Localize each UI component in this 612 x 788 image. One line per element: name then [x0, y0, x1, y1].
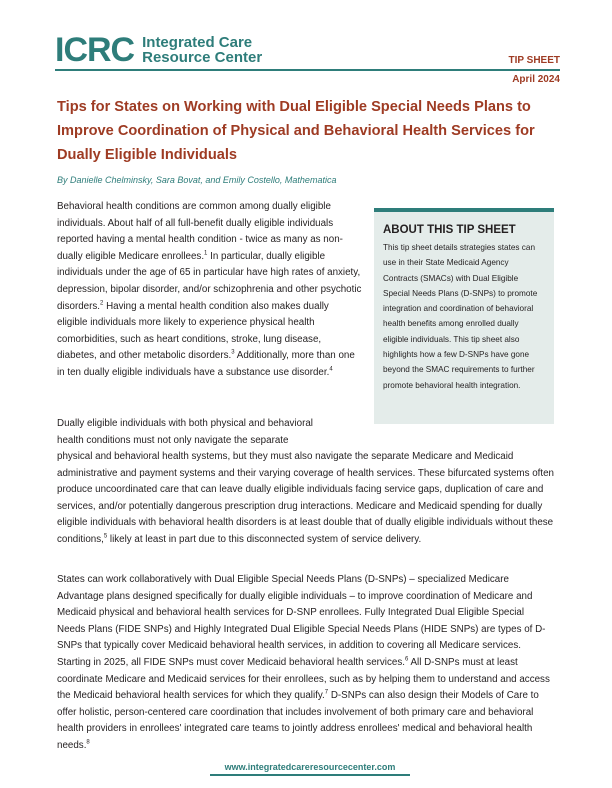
logo-mark: ICRC — [55, 31, 135, 69]
paragraph-1-text-2: In particular, dually eligible individuals under the age of 65 in particular have high rates of anxiety, depression, bipolar disorder, and/or schizophrenia and other psychotic disorders. — [57, 250, 362, 312]
footer-divider — [210, 774, 410, 776]
sidebar-heading: ABOUT THIS TIP SHEET — [383, 224, 516, 236]
paragraph-1-text-4: Additionally, more than one in ten dually eligible individuals have a substance use disorder. — [57, 350, 355, 378]
endnote-ref-7[interactable]: 7 — [324, 689, 329, 696]
sidebar-body: This tip sheet details strategies states can use in their State Medicaid Agency Contracts (SMACs) with Dual Eligible Special Needs Plans (D-SNPs) to promote integration and coordination of behavioral health benefits among enrolled dually eligible individuals. This tip sheet also highlights how a few D-SNPs have gone beyond the SMAC requirements to further promote behavioral health integration. — [383, 243, 538, 390]
paragraph-1 — [57, 199, 362, 382]
endnote-ref-4[interactable]: 4 — [329, 366, 333, 373]
about-sidebar — [374, 208, 554, 424]
paragraph-2-text-2: likely at least in part due to this disconnected system of service delivery. — [107, 533, 422, 545]
endnote-ref-8[interactable]: 8 — [86, 739, 90, 746]
paragraph-3-text-1: States can work collaboratively with Dual Eligible Special Needs Plans (D-SNPs) – specialized Medicare Advantage plans designed specifically for dually eligible individuals – to improve coordination of Medicare and Medicaid physical and behavioral health services for D-SNP enrollees. Fully Integrated Dual Eligible Special Needs Plans (FIDE SNPs) and Highly Integrated Dual Eligible Special Needs Plans (HIDE SNPs) are types of D-SNPs that typically cover Medicaid behavioral health services, in addition to covering all Medicare services. Starting in 2025, all FIDE SNPs must cover Medicaid behavioral health services. — [57, 574, 546, 668]
paragraph-2-text-1: physical and behavioral health systems, but they must also navigate the separate Medicare and Medicaid administrative and payment systems and their varying coverage of health services. These bifurcated systems often produce uncoordinated care that can leave dually eligible individuals facing service gaps, duplication of care and services, and/or potentially dangerous prescription drug interactions. Medicare and Medicaid spending for dually eligible individuals with behavioral health disorders is at least double that of dually eligible individuals without these conditions, — [57, 451, 554, 545]
paragraph-2-line-1: Dually eligible individuals with both physical and behavioral — [57, 418, 313, 429]
org-name-line1: Integrated Care — [142, 34, 253, 51]
org-name-line2: Resource Center — [142, 49, 263, 66]
paragraph-2-lead — [57, 416, 362, 449]
endnote-ref-5[interactable]: 5 — [103, 533, 108, 540]
icrc-logo — [55, 33, 262, 67]
paragraph-2 — [57, 449, 555, 549]
header-divider — [55, 69, 560, 71]
footer-url-link[interactable]: www.integratedcareresourcecenter.com — [224, 762, 396, 772]
page-title: Tips for States on Working with Dual Eligible Special Needs Plans to Improve Coordination of Physical and Behavioral Health Services for Dually Eligible Individuals — [57, 99, 535, 163]
paragraph-3-text-3: D-SNPs can also design their Models of Care to offer holistic, person-centered care coordination that includes involvement of both primary care and behavioral health providers in enrollees' integrated care teams to jointly address enrollees' medical and behavioral health needs. — [57, 690, 539, 751]
paragraph-1-text-1: Behavioral health conditions are common among dually eligible individuals. About half of all full-benefit dually eligible individuals reported having a mental health condition - twice as many as non-dually eligible Medicare enrollees. — [57, 201, 343, 262]
publication-date: April 2024 — [512, 74, 560, 85]
doc-type-label: TIP SHEET — [508, 55, 560, 66]
endnote-ref-6[interactable]: 6 — [404, 656, 409, 663]
paragraph-2-line-2: health conditions must not only navigate the separate — [57, 434, 289, 446]
org-name — [142, 35, 262, 65]
paragraph-3 — [57, 572, 555, 755]
endnote-ref-1[interactable]: 1 — [204, 250, 208, 257]
endnote-ref-3[interactable]: 3 — [231, 350, 235, 357]
endnote-ref-2[interactable]: 2 — [100, 300, 104, 307]
byline: By Danielle Chelminsky, Sara Bovat, and Emily Costello, Mathematica — [57, 175, 337, 185]
paragraph-3-text-2: All D-SNPs must at least coordinate Medicare and Medicaid services for their enrollees, such as by helping them to understand and access the Medicaid behavioral health services for which they qualify. — [57, 656, 550, 702]
paragraph-1-text-3: Having a mental health condition also makes dually eligible individuals more likely to experience physical health comorbidities, such as heart conditions, stroke, lung disease, diabetes, and other metabolic disorders. — [57, 300, 329, 362]
